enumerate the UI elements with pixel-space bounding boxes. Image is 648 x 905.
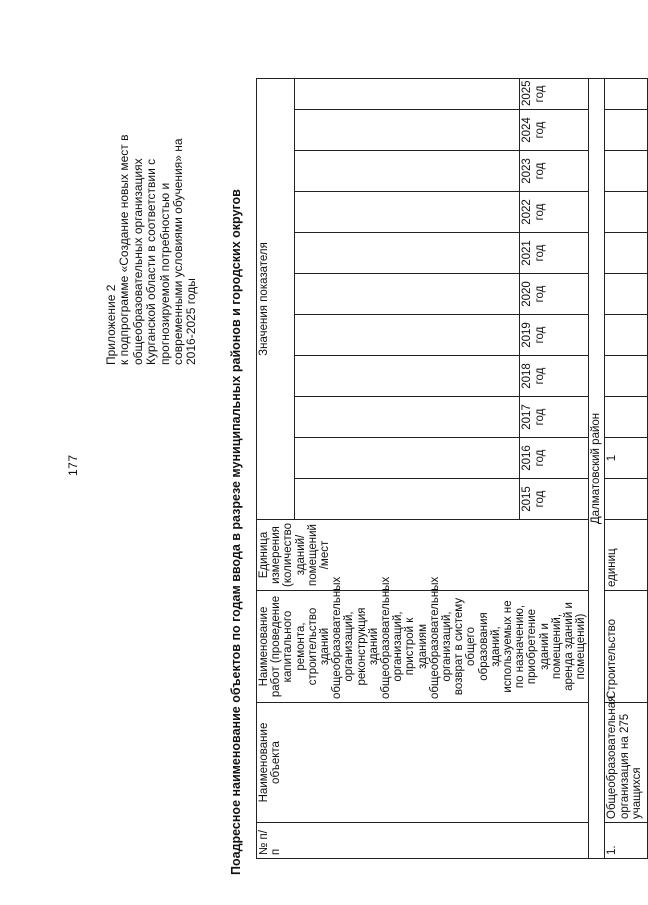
appendix-line: 2016-2025 годы: [184, 278, 199, 365]
row-value: [605, 110, 648, 151]
year-header: 2022 год: [520, 192, 589, 233]
year-header: 2023 год: [520, 151, 589, 192]
row-value: [605, 274, 648, 315]
header-spacer-cell: [294, 151, 519, 192]
header-object: Наименование объекта: [257, 703, 589, 823]
year-header: 2017 год: [520, 397, 589, 438]
header-spacer-cell: [294, 356, 519, 397]
row-value: [605, 78, 648, 109]
appendix-note: [105, 37, 199, 365]
appendix-line: к подпрограмме «Создание новых мест в: [117, 134, 132, 365]
row-value: [605, 356, 648, 397]
year-header: 2020 год: [520, 274, 589, 315]
header-spacer-cell: [294, 78, 519, 109]
appendix-line: общеобразовательных организациях: [130, 158, 145, 365]
year-header: 2025 год: [520, 78, 589, 109]
row-value: [605, 315, 648, 356]
header-values: Значения показателя: [257, 78, 295, 519]
header-spacer-cell: [294, 315, 519, 356]
row-value: [605, 151, 648, 192]
appendix-line: прогнозируемой потребностью и: [157, 182, 172, 365]
row-unit: единиц: [605, 520, 648, 591]
appendix-line: Курганской области в соответствии с: [144, 158, 159, 365]
year-header: 2019 год: [520, 315, 589, 356]
page-number: 177: [66, 454, 80, 476]
header-num: № п/п: [257, 823, 589, 859]
appendix-line: современными условиями обучения» на: [171, 138, 186, 365]
row-num: 1.: [605, 823, 648, 859]
document-title: Поадресное наименование объектов по годам ввода в разрезе муниципальных районов и городских округов: [229, 189, 243, 875]
district-name: Далматовский район: [589, 78, 605, 858]
row-value: 1: [605, 438, 648, 479]
row-value: [605, 479, 648, 520]
district-row: [589, 78, 605, 858]
year-header: 2024 год: [520, 110, 589, 151]
year-header: 2016 год: [520, 438, 589, 479]
header-spacer-cell: [294, 110, 519, 151]
table-row: [605, 78, 648, 858]
row-works: Строительство: [605, 591, 648, 703]
header-spacer-cell: [294, 479, 519, 520]
objects-table: [256, 78, 648, 859]
header-spacer-cell: [294, 233, 519, 274]
row-object: Общеобразовательная организация на 275 учащихся: [605, 703, 648, 823]
row-value: [605, 397, 648, 438]
header-spacer-cell: [294, 274, 519, 315]
appendix-line: Приложение 2: [104, 284, 118, 365]
header-spacer-cell: [294, 192, 519, 233]
header-works: Наименование работ (проведение капитального ремонта, строительство зданий общеобразовательных организаций, реконструкция зданий общеобразовательных организаций, пристрой к зданиям общеобразовательных организаций, возврат в систему общего образования зданий, используемых не по назначению, приобретение зданий и помещений, аренда зданий и помещений): [257, 591, 589, 703]
header-spacer-cell: [294, 397, 519, 438]
year-header: 2018 год: [520, 356, 589, 397]
header-unit: Единица измерения (количество зданий/ помещений /мест: [257, 520, 589, 591]
header-spacer-cell: [294, 438, 519, 479]
year-header: 2021 год: [520, 233, 589, 274]
row-value: [605, 233, 648, 274]
row-value: [605, 192, 648, 233]
year-header: 2015 год: [520, 479, 589, 520]
